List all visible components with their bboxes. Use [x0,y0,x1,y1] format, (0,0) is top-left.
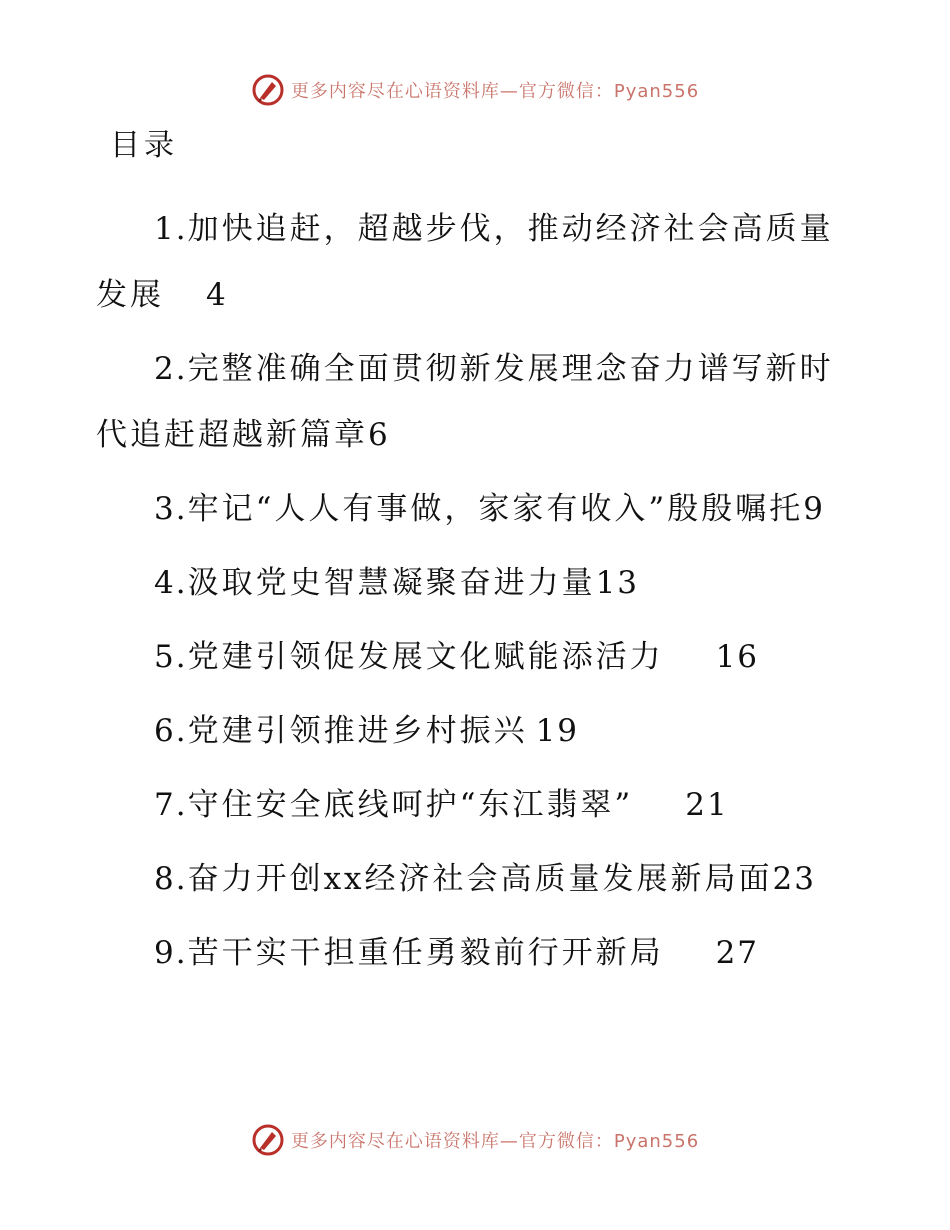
toc-entry-title: 奋力开创xx经济社会高质量发展新局面 [187,861,773,897]
toc-title: 目录 [110,128,178,163]
toc-entry-2[interactable] [96,336,856,468]
toc-entry-title: 完整准确全面贯彻新发展理念奋力谱写新时代追赶超越新篇章 [96,351,834,453]
toc-entry-page: 19 [535,713,580,749]
toc-entry-page: 21 [685,787,729,823]
toc-entry-number: 3. [154,491,188,527]
toc-entry-7[interactable] [96,772,856,838]
toc-entry-number: 1. [154,211,188,247]
toc-entry-number: 5. [154,639,188,675]
toc-entry-title: 加快追赶，超越步伐，推动经济社会高质量发展 [96,211,834,313]
toc-entry-number: 2. [154,351,188,387]
toc-entry-title: 汲取党史智慧凝聚奋进力量 [187,565,596,601]
toc-entry-title: 守住安全底线呵护“东江翡翠” [187,787,634,823]
toc-entry-number: 7. [154,787,188,823]
toc-entry-page: 13 [595,565,640,601]
toc-entry-4[interactable] [96,550,856,616]
toc-entry-number: 6. [154,713,188,749]
toc-entry-9[interactable] [96,920,856,986]
toc-entry-5[interactable] [96,624,856,690]
toc-entry-page: 4 [206,277,228,313]
toc-entry-page: 27 [715,935,760,971]
toc-entry-6[interactable] [96,698,856,764]
toc-entry-page: 23 [772,861,816,897]
toc-entry-page: 16 [715,639,760,675]
toc-entry-page: 9 [803,491,826,527]
footer-banner [0,1118,950,1162]
header-banner [0,68,950,112]
toc-entry-number: 8. [154,861,188,897]
pen-logo-icon [251,1123,285,1157]
toc-entry-title: 牢记“人人有事做，家家有收入”殷殷嘱托 [187,491,804,527]
toc-entry-number: 4. [154,565,188,601]
pen-logo-icon [251,73,285,107]
footer-banner-text: 更多内容尽在心语资料库—官方微信：Pyan556 [290,1131,700,1152]
header-banner-text: 更多内容尽在心语资料库—官方微信：Pyan556 [290,81,700,102]
toc-entry-number: 9. [154,935,188,971]
toc-entry-page: 6 [368,417,390,453]
toc-entry-8[interactable] [96,846,856,912]
toc-entry-title: 党建引领推进乡村振兴 [187,713,528,749]
toc-entry-title: 苦干实干担重任勇毅前行开新局 [187,935,664,971]
toc-entry-title: 党建引领促发展文化赋能添活力 [187,639,664,675]
toc-list [96,196,856,994]
toc-entry-3[interactable] [96,476,856,542]
toc-entry-1[interactable] [96,196,856,328]
